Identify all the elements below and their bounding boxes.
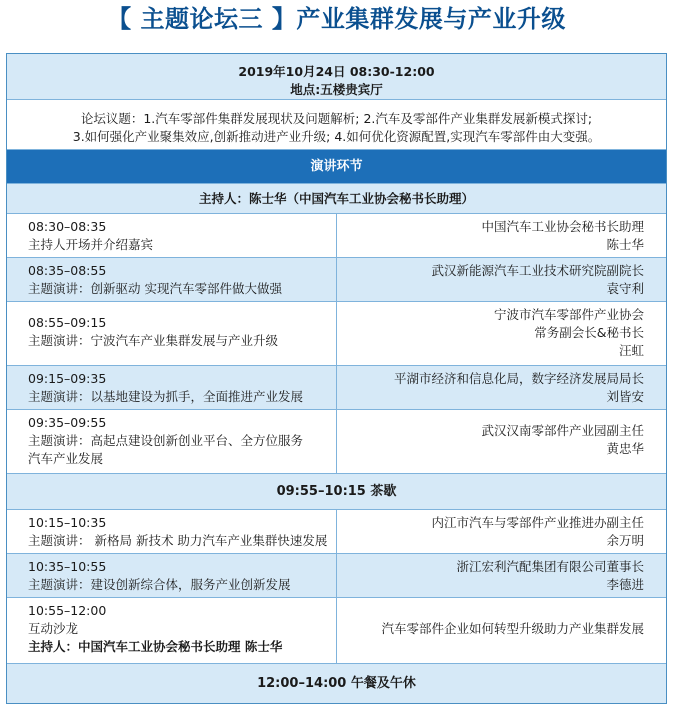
session-row (7, 258, 666, 302)
location: 地点:五楼贵宾厅 (290, 82, 383, 97)
session-time: 09:35–09:55 (28, 415, 107, 430)
session-left (7, 598, 337, 663)
header-row (7, 54, 666, 100)
session-desc: 主题演讲：以基地建设为抓手，全面推进产业发展 (28, 389, 304, 404)
speaker-name: 黄忠华 (606, 441, 644, 456)
speaker-title: 浙江宏利汽配集团有限公司董事长 (456, 559, 644, 574)
topics-line-1: 论坛议题：1.汽车零部件集群发展现状及问题解析; 2.汽车及零部件产业集群发展新模式探讨; (80, 111, 593, 126)
salon-host: 主持人：中国汽车工业协会秘书长助理 陈士华 (28, 639, 283, 654)
session-row (7, 410, 666, 474)
session-row (7, 510, 666, 554)
session-speaker (337, 510, 666, 553)
session-speaker (337, 366, 666, 409)
session-speaker (337, 410, 666, 473)
session-desc: 主持人开场并介绍嘉宾 (28, 237, 154, 252)
session-speaker (337, 302, 666, 365)
speaker-name: 陈士华 (606, 237, 644, 252)
speaker-title: 内江市汽车与零部件产业推进办副主任 (431, 515, 644, 530)
session-desc: 主题演讲： 新格局 新技术 助力汽车产业集群快速发展 (28, 533, 328, 548)
datetime: 2019年10月24日 08:30-12:00 (238, 64, 435, 79)
session-desc: 汽车产业发展 (28, 451, 104, 466)
speaker-title: 中国汽车工业协会秘书长助理 (481, 219, 644, 234)
speaker-name: 袁守利 (606, 281, 644, 296)
speaker-name: 余万明 (606, 533, 644, 548)
session-desc: 主题演讲：宁波汽车产业集群发展与产业升级 (28, 333, 279, 348)
session-left (7, 366, 337, 409)
speaker-name: 李德进 (606, 577, 644, 592)
schedule-table (6, 53, 667, 704)
session-speaker (337, 214, 666, 257)
session-desc: 主题演讲：高起点建设创新创业平台、全方位服务 (28, 433, 304, 448)
session-left (7, 258, 337, 301)
session-row (7, 554, 666, 598)
speaker-title: 平湖市经济和信息化局，数字经济发展局局长 (393, 371, 644, 386)
session-time: 10:35–10:55 (28, 559, 107, 574)
break-row: 12:00–14:00 午餐及午休 (7, 664, 666, 703)
session-time: 08:35–08:55 (28, 263, 107, 278)
session-time: 10:15–10:35 (28, 515, 107, 530)
session-desc: 主题演讲：创新驱动 实现汽车零部件做大做强 (28, 281, 282, 296)
speaker-title: 常务副会长&秘书长 (534, 325, 644, 340)
session-time: 09:15–09:35 (28, 371, 107, 386)
session-left (7, 302, 337, 365)
speaker-name: 刘皆安 (606, 389, 644, 404)
session-desc: 互动沙龙 (28, 621, 79, 636)
speaker-name: 汪虹 (618, 343, 644, 358)
break-row: 09:55–10:15 茶歇 (7, 474, 666, 510)
page-title: 【 主题论坛三 】产业集群发展与产业升级 (107, 5, 566, 33)
session-left (7, 554, 337, 597)
session-left (7, 214, 337, 257)
topics-row (7, 100, 666, 150)
session-left (7, 510, 337, 553)
session-speaker (337, 258, 666, 301)
session-row (7, 214, 666, 258)
speaker-title: 武汉汉南零部件产业园副主任 (481, 423, 644, 438)
session-left (7, 410, 337, 473)
speaker-title: 武汉新能源汽车工业技术研究院副院长 (431, 263, 644, 278)
session-speaker (337, 554, 666, 597)
section-title: 演讲环节 (7, 150, 666, 184)
topics-line-2: 3.如何强化产业聚集效应,创新推动进产业升级; 4.如何优化资源配置,实现汽车零部件由大变强。 (72, 129, 601, 144)
salon-topic: 汽车零部件企业如何转型升级助力产业集群发展 (381, 621, 644, 636)
session-desc: 主题演讲：建设创新综合体，服务产业创新发展 (28, 577, 291, 592)
session-row (7, 366, 666, 410)
session-time: 08:55–09:15 (28, 315, 107, 330)
session-row (7, 598, 666, 664)
session-time: 10:55–12:00 (28, 603, 107, 618)
speaker-title: 宁波市汽车零部件产业协会 (493, 307, 644, 322)
session-row (7, 302, 666, 366)
host-row: 主持人：陈士华（中国汽车工业协会秘书长助理） (7, 184, 666, 214)
session-time: 08:30–08:35 (28, 219, 107, 234)
session-speaker (337, 598, 666, 663)
